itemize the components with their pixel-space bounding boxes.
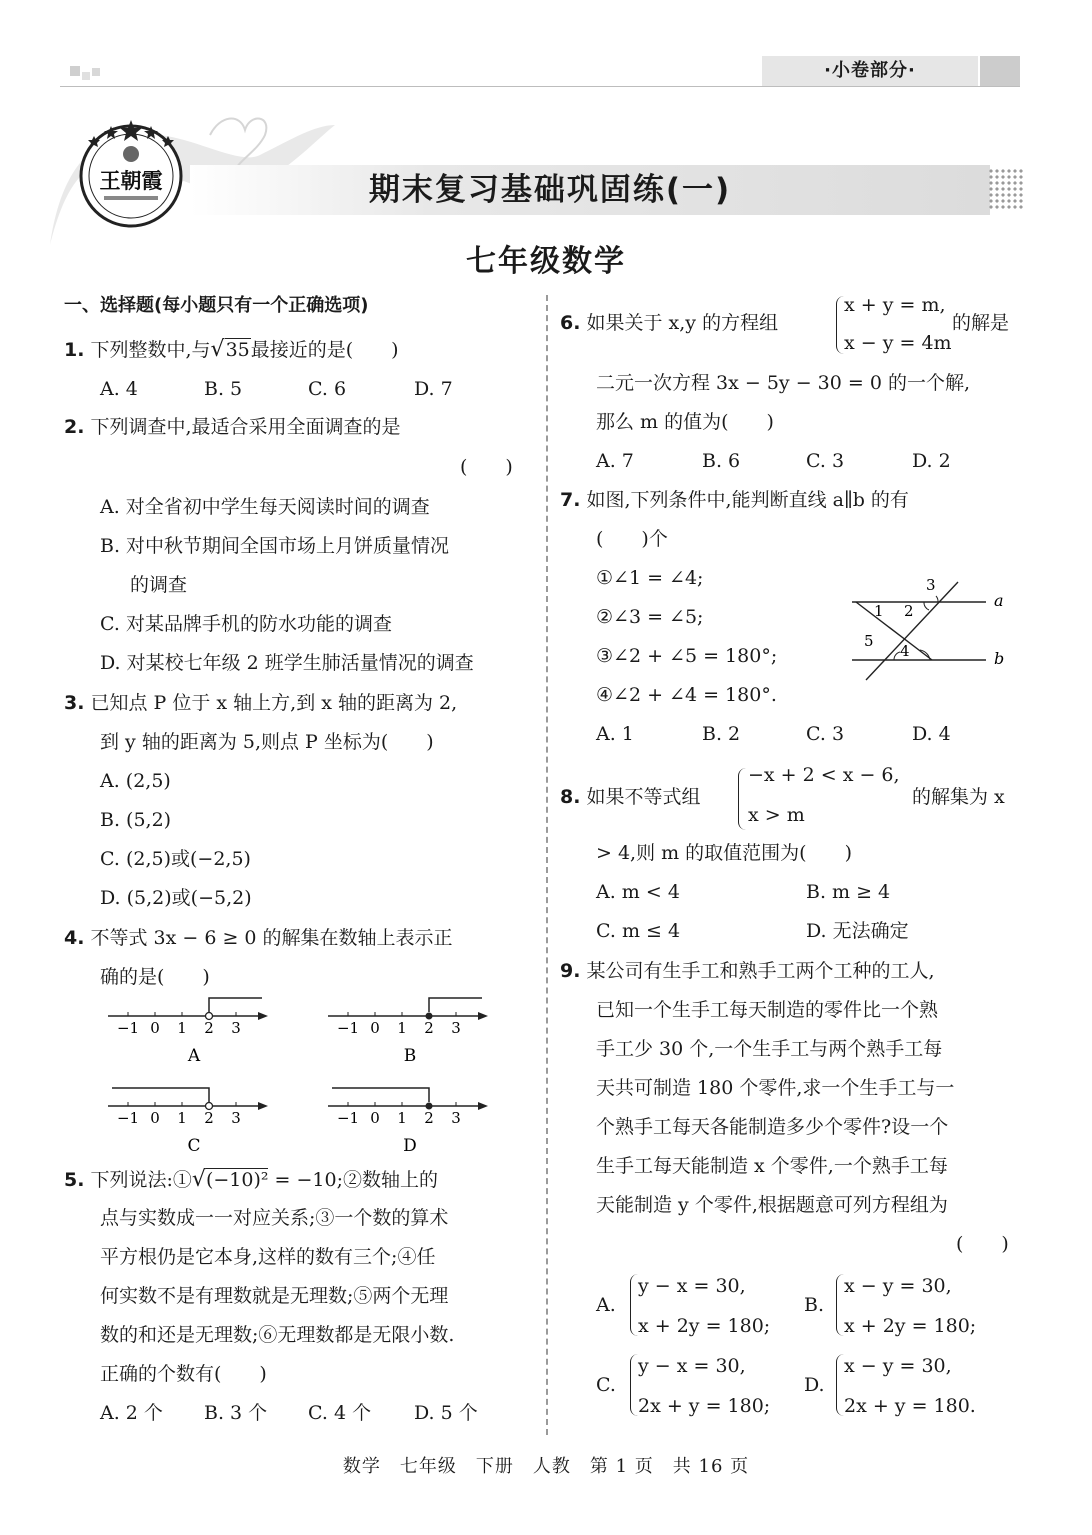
- number-line-figures: [100, 988, 520, 1163]
- question-1: 1. 下列整数中,与√35最接近的是( ): [64, 337, 399, 362]
- question-text: 点与实数成一一对应关系;③一个数的算术: [100, 1207, 449, 1229]
- figure-label-a: A: [187, 1046, 201, 1066]
- equation-1: x + y = m,: [844, 294, 946, 316]
- question-number: 7.: [560, 489, 581, 511]
- question-6: [560, 304, 778, 343]
- brace: [836, 296, 844, 354]
- question-number: 5.: [64, 1169, 85, 1191]
- option-d: D. 5 个: [414, 1402, 478, 1424]
- question-text: 已知一个生手工每天制造的零件比一个熟: [596, 999, 939, 1021]
- option-d: D. (5,2)或(−5,2): [100, 887, 252, 909]
- option-a: A. 1: [596, 723, 634, 745]
- option-d: D. 无法确定: [806, 920, 909, 942]
- option-c: C. 对某品牌手机的防水功能的调查: [100, 613, 392, 635]
- question-text: 那么 m 的值为( ): [596, 411, 774, 433]
- page-footer: 数学 七年级 下册 人教 第 1 页 共 16 页: [342, 1456, 750, 1477]
- option-b-eq2: x + 2y = 180;: [844, 1315, 977, 1337]
- angle-label-2: 2: [904, 602, 914, 620]
- tick-label: 2: [204, 1019, 214, 1037]
- logo-text: 王朝霞: [99, 168, 163, 193]
- tick-label: 2: [204, 1109, 214, 1127]
- option-d-eq2: 2x + y = 180.: [844, 1395, 976, 1417]
- question-text: 生手工每天能制造 x 个零件,一个熟手工每: [596, 1155, 948, 1177]
- question-4: [64, 919, 453, 958]
- parallel-lines-figure: [846, 572, 1016, 684]
- option-c: C. (2,5)或(−2,5): [100, 848, 251, 870]
- brace: [836, 1354, 844, 1416]
- option-b: B. 对中秋节期间全国市场上月饼质量情况: [100, 535, 450, 557]
- question-text: 不等式 3x − 6 ≥ 0 的解集在数轴上表示正: [90, 927, 453, 949]
- option-a: A. 2 个: [100, 1402, 163, 1424]
- brace: [836, 1274, 844, 1336]
- option-a: A. 对全省初中学生每天阅读时间的调查: [100, 496, 430, 518]
- answer-paren: ( ): [460, 456, 513, 478]
- tick-label: 3: [451, 1019, 461, 1037]
- option-b-cont: 的调查: [130, 574, 188, 596]
- question-text: = −10;②数轴上的: [268, 1169, 438, 1191]
- option-d: D. 对某校七年级 2 班学生肺活量情况的调查: [100, 652, 474, 674]
- question-text: 下列说法:①: [90, 1169, 192, 1191]
- brace: [630, 1354, 638, 1416]
- page-title: 期末复习基础巩固练(一): [368, 172, 732, 208]
- figure-label-b: B: [403, 1046, 417, 1066]
- header-square: [82, 72, 90, 80]
- answer-paren: ( ): [956, 1233, 1009, 1255]
- equation-2: x − y = 4m: [844, 332, 952, 354]
- option-d: D. 2: [912, 450, 951, 472]
- tick-label: 3: [451, 1109, 461, 1127]
- title-dots: [988, 168, 1024, 210]
- section-tag-end: [980, 56, 1020, 86]
- option-d-label: D.: [804, 1374, 825, 1396]
- option-a: A. m < 4: [596, 881, 680, 903]
- option-a-eq2: x + 2y = 180;: [638, 1315, 771, 1337]
- header-square: [92, 68, 100, 76]
- question-text: 个熟手工每天各能制造多少个零件?设一个: [596, 1116, 949, 1138]
- option-a: A. 7: [596, 450, 634, 472]
- option-b: B. 5: [204, 378, 243, 400]
- figure-label-c: C: [187, 1136, 201, 1156]
- question-text: 的解集为 x: [912, 786, 1005, 808]
- tick-label: −1: [336, 1109, 360, 1127]
- option-a: A. (2,5): [100, 770, 171, 792]
- section-tag: ·小卷部分·: [762, 56, 978, 86]
- option-d: D. 4: [912, 723, 951, 745]
- option-b: B. (5,2): [100, 809, 172, 831]
- question-number: 9.: [560, 960, 581, 982]
- header-line: [60, 86, 1020, 87]
- option-b: B. 3 个: [204, 1402, 268, 1424]
- question-3: [64, 684, 457, 723]
- number-line-c: [108, 1088, 268, 1156]
- question-text: 如果关于 x,y 的方程组: [586, 312, 779, 334]
- option-b: B. 6: [702, 450, 741, 472]
- question-text: 确的是( ): [100, 966, 210, 988]
- option-c: C. 6: [308, 378, 347, 400]
- tick-label: 0: [150, 1109, 160, 1127]
- question-text: 正确的个数有( ): [100, 1363, 267, 1385]
- option-c: C. 4 个: [308, 1402, 372, 1424]
- tick-label: 3: [231, 1019, 241, 1037]
- question-text: 天能制造 y 个零件,根据题意可列方程组为: [596, 1194, 948, 1216]
- option-b-label: B.: [804, 1294, 825, 1316]
- brace: [630, 1274, 638, 1336]
- radicand: (−10)²: [205, 1169, 269, 1191]
- number-line-b: [328, 998, 488, 1066]
- angle-label-5: 5: [864, 632, 874, 650]
- tick-label: 3: [231, 1109, 241, 1127]
- question-text: 天共可制造 180 个零件,求一个生手工与一: [596, 1077, 955, 1099]
- option-c: C. 3: [806, 723, 845, 745]
- number-line-a: [108, 998, 268, 1066]
- logo-seal: [76, 118, 186, 228]
- question-number: 4.: [64, 927, 85, 949]
- angle-label-1: 1: [874, 602, 884, 620]
- question-text: 到 y 轴的距离为 5,则点 P 坐标为( ): [100, 731, 434, 753]
- number-line-d: [328, 1088, 488, 1156]
- column-divider: [546, 295, 548, 1435]
- question-number: 8.: [560, 786, 581, 808]
- question-7: [560, 481, 909, 520]
- question-5: 5. 下列说法:①√(−10)² = −10;②数轴上的: [64, 1167, 438, 1192]
- question-number: 1.: [64, 339, 85, 361]
- question-9: [560, 952, 935, 991]
- condition-4: ④∠2 + ∠4 = 180°.: [596, 684, 777, 706]
- tick-label: 1: [397, 1109, 407, 1127]
- page-subtitle: 七年级数学: [466, 244, 626, 279]
- tick-label: 0: [370, 1019, 380, 1037]
- tick-label: 1: [177, 1019, 187, 1037]
- figure-label-d: D: [403, 1136, 417, 1156]
- option-c: C. m ≤ 4: [596, 920, 681, 942]
- tick-label: −1: [336, 1019, 360, 1037]
- angle-label-4: 4: [900, 642, 910, 660]
- question-text: 如果不等式组: [586, 786, 701, 808]
- condition-1: ①∠1 = ∠4;: [596, 567, 704, 589]
- brace: [738, 768, 746, 830]
- tick-label: 2: [424, 1019, 434, 1037]
- option-c-label: C.: [596, 1374, 616, 1396]
- option-a: A. 4: [100, 378, 138, 400]
- question-text: 数的和还是无理数;⑥无理数都是无限小数.: [100, 1324, 455, 1346]
- section-heading: 一、选择题(每小题只有一个正确选项): [64, 295, 369, 316]
- condition-3: ③∠2 + ∠5 = 180°;: [596, 645, 778, 667]
- tick-label: 2: [424, 1109, 434, 1127]
- question-text: 二元一次方程 3x − 5y − 30 = 0 的一个解,: [596, 372, 971, 394]
- tick-label: −1: [116, 1019, 140, 1037]
- question-text: 如图,下列条件中,能判断直线 a∥b 的有: [586, 489, 909, 511]
- line-label-a: a: [994, 591, 1004, 610]
- option-b-eq1: x − y = 30,: [844, 1275, 952, 1297]
- question-2: [64, 408, 401, 447]
- option-b: B. m ≥ 4: [806, 881, 891, 903]
- question-text: 平方根仍是它本身,这样的数有三个;④任: [100, 1246, 436, 1268]
- option-a-label: A.: [596, 1294, 616, 1316]
- question-number: 3.: [64, 692, 85, 714]
- radicand: 35: [225, 339, 250, 361]
- question-text: 某公司有生手工和熟手工两个工种的工人,: [586, 960, 935, 982]
- angle-label-3: 3: [926, 576, 936, 594]
- option-a-eq1: y − x = 30,: [638, 1275, 746, 1297]
- option-b: B. 2: [702, 723, 741, 745]
- question-number: 2.: [64, 416, 85, 438]
- tick-label: 0: [370, 1109, 380, 1127]
- question-text: > 4,则 m 的取值范围为( ): [596, 842, 853, 864]
- option-c-eq1: y − x = 30,: [638, 1355, 746, 1377]
- tick-label: 0: [150, 1019, 160, 1037]
- inequality-2: x > m: [748, 804, 805, 826]
- line-label-b: b: [994, 649, 1005, 668]
- condition-2: ②∠3 = ∠5;: [596, 606, 704, 628]
- question-text: 最接近的是( ): [250, 339, 399, 361]
- option-c-eq2: 2x + y = 180;: [638, 1395, 771, 1417]
- question-number: 6.: [560, 312, 581, 334]
- question-text: 下列调查中,最适合采用全面调查的是: [90, 416, 401, 438]
- question-text: ( )个: [596, 528, 668, 550]
- question-text: 已知点 P 位于 x 轴上方,到 x 轴的距离为 2,: [90, 692, 458, 714]
- tick-label: −1: [116, 1109, 140, 1127]
- header-square: [70, 66, 80, 76]
- question-8: [560, 778, 701, 817]
- option-d: D. 7: [414, 378, 453, 400]
- option-c: C. 3: [806, 450, 845, 472]
- tick-label: 1: [177, 1109, 187, 1127]
- question-text: 手工少 30 个,一个生手工与两个熟手工每: [596, 1038, 943, 1060]
- question-text: 下列整数中,与: [90, 339, 211, 361]
- tick-label: 1: [397, 1019, 407, 1037]
- option-d-eq1: x − y = 30,: [844, 1355, 952, 1377]
- question-text: 何实数不是有理数就是无理数;⑤两个无理: [100, 1285, 449, 1307]
- question-text: 的解是: [952, 312, 1010, 334]
- inequality-1: −x + 2 < x − 6,: [748, 764, 900, 786]
